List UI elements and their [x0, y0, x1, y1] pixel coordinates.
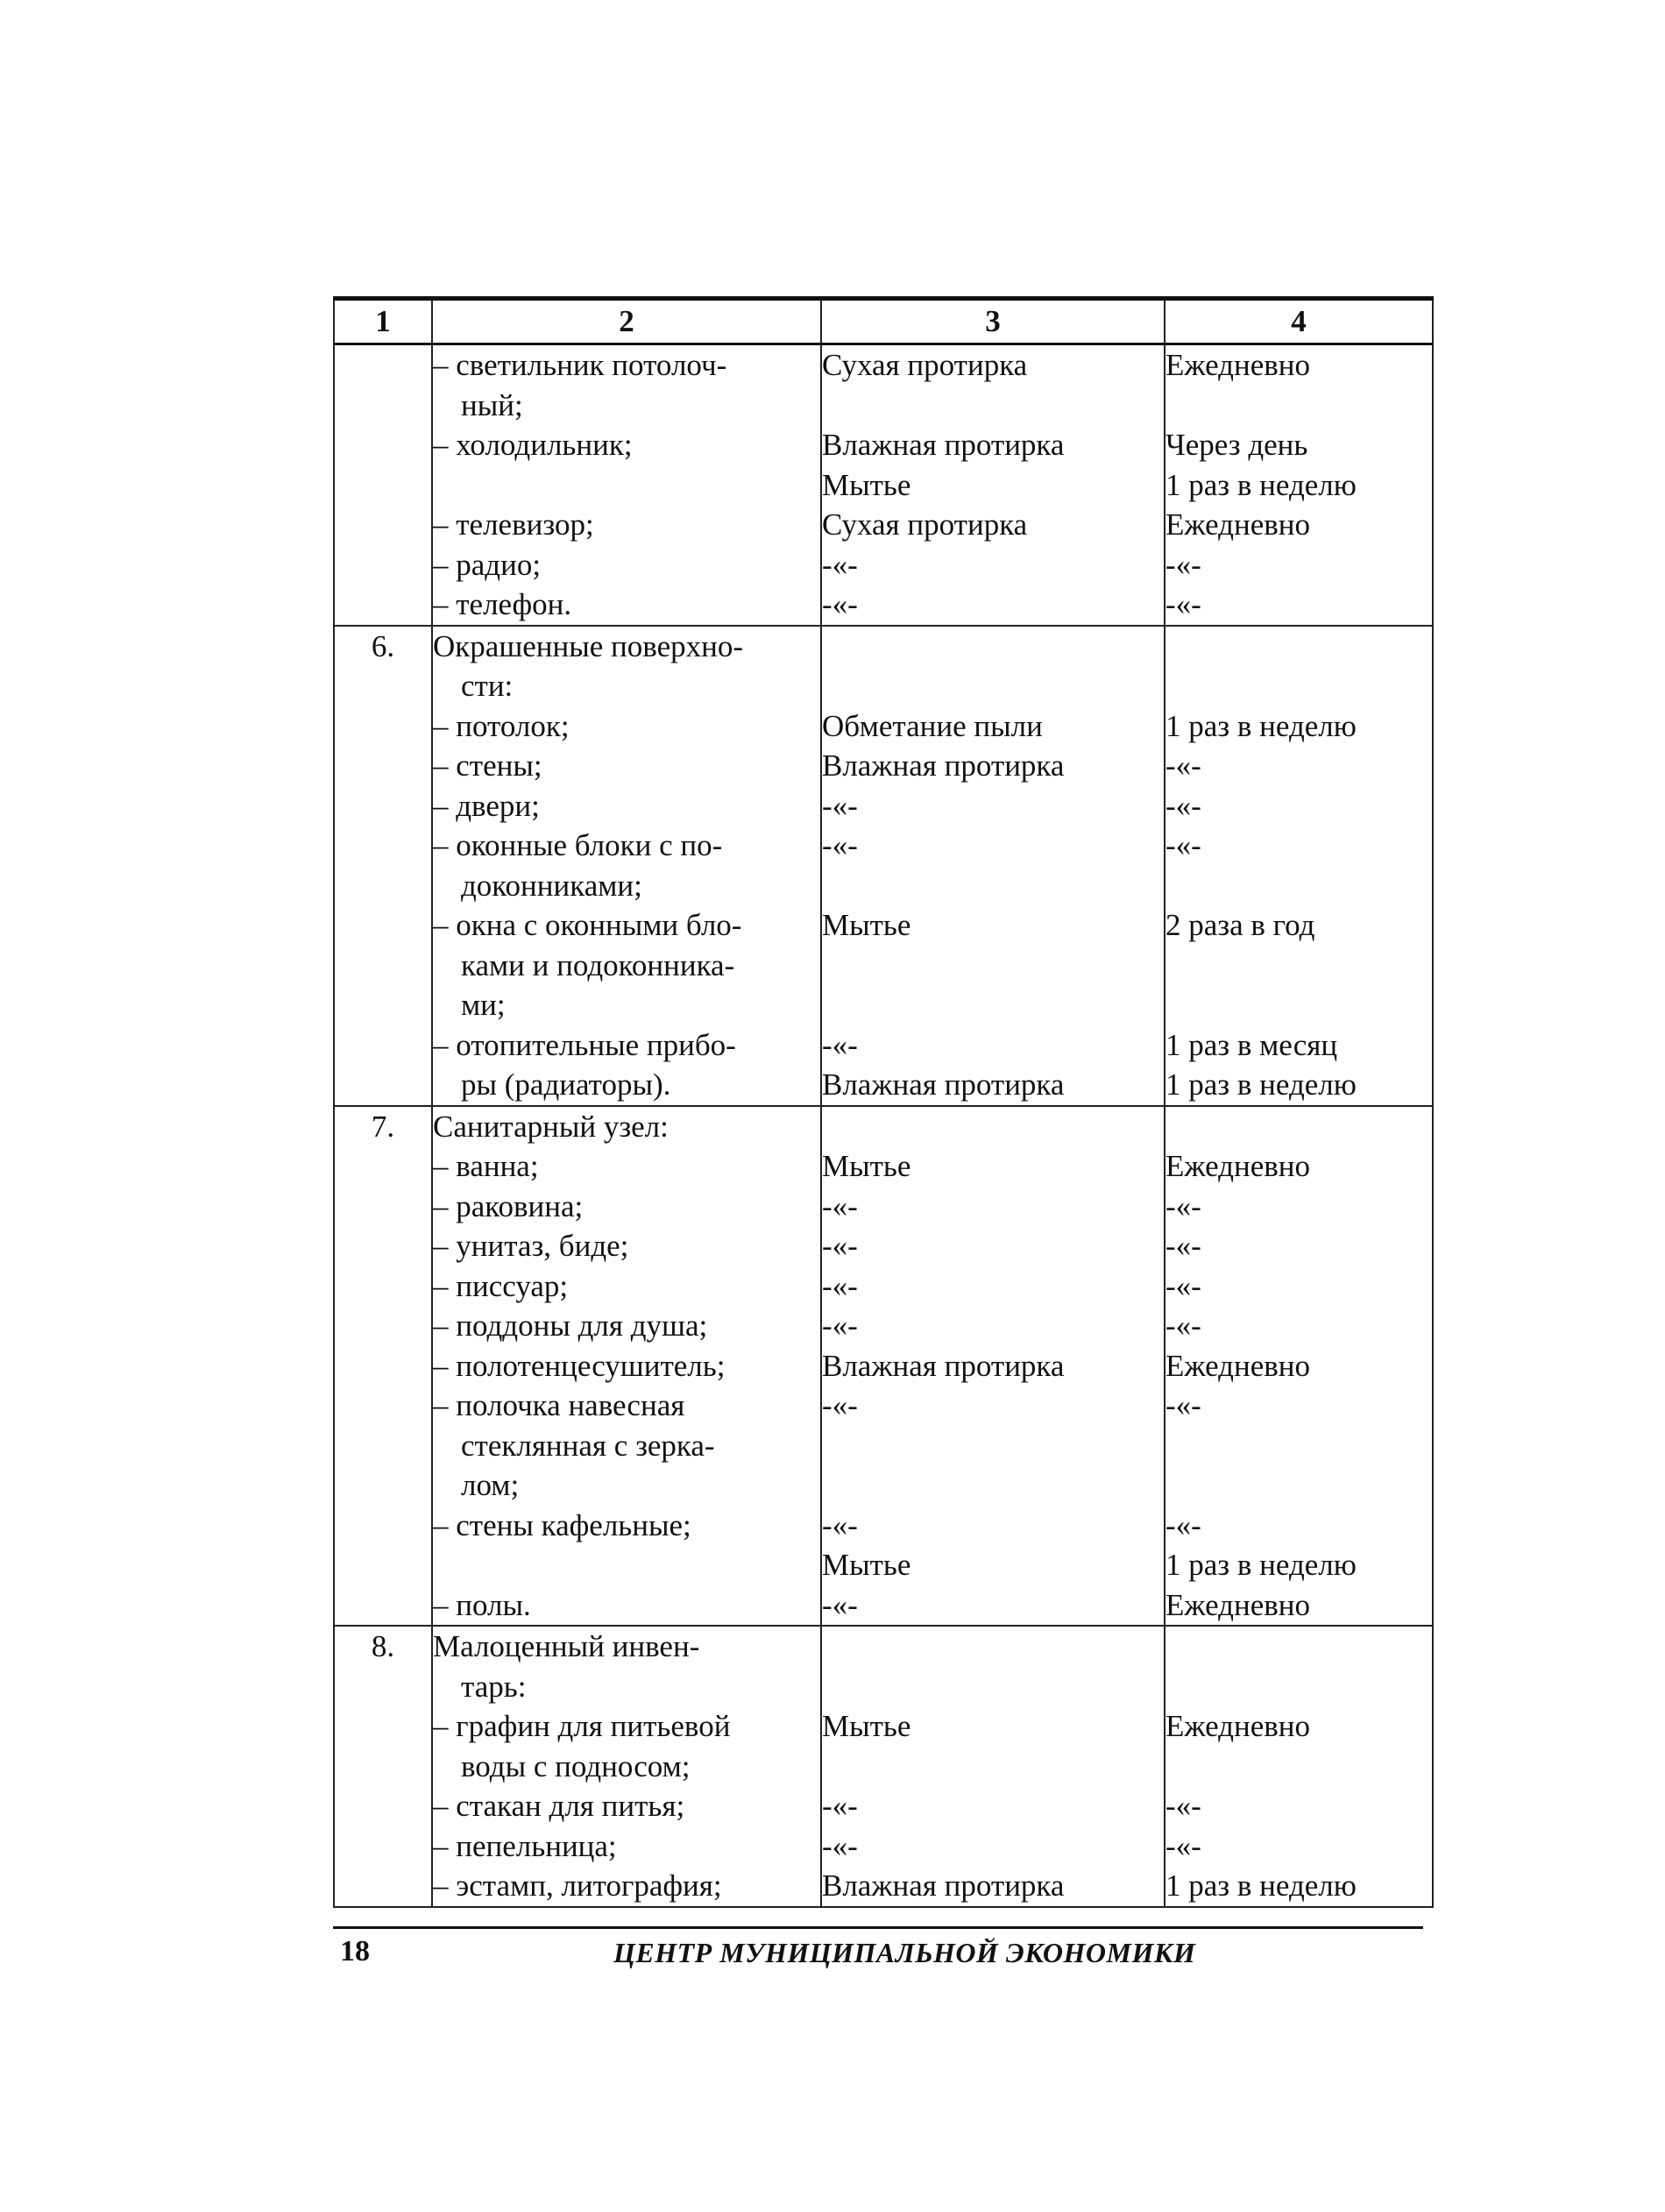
row-number: 8.: [334, 1626, 432, 1907]
cell-line: -«-: [822, 1308, 858, 1343]
cell-line: [822, 1107, 1164, 1147]
cell-line: – телевизор;: [433, 507, 594, 542]
cell-line: [822, 627, 1164, 667]
cell-line: ми;: [461, 988, 506, 1022]
cell-line: -«-: [822, 788, 858, 823]
cell-line: -«-: [1166, 1507, 1201, 1542]
cell-line: Сухая протирка: [822, 348, 1028, 382]
cleaning-schedule-table: [333, 296, 1434, 1908]
cell-line: Мытье: [822, 1149, 911, 1183]
cell-line: – полотенцесушитель;: [433, 1348, 726, 1383]
footer-rule: [333, 1926, 1423, 1929]
cell-line: [1166, 1747, 1432, 1787]
publisher-name: ЦЕНТР МУНИЦИПАЛЬНОЙ ЭКОНОМИКИ: [613, 1937, 1196, 1968]
cell-line: – отопительные прибо-: [433, 1027, 736, 1062]
cell-line: Влажная протирка: [822, 1868, 1065, 1903]
table-row: [334, 344, 1433, 626]
cell-line: [822, 866, 1164, 906]
cell-line: 1 раз в неделю: [1166, 1868, 1357, 1903]
cell-line: Сухая протирка: [822, 507, 1028, 542]
frequency-cell: [1165, 344, 1433, 626]
cell-line: [1166, 627, 1432, 667]
method-cell: [821, 344, 1165, 626]
cell-line: – стены;: [433, 748, 542, 783]
cell-line: 1 раз в неделю: [1166, 1548, 1357, 1582]
cell-line: -«-: [1166, 1789, 1201, 1823]
item-cell: [432, 1626, 821, 1907]
cell-line: лом;: [461, 1468, 520, 1502]
cell-line: Обметание пыли: [822, 708, 1043, 743]
cell-line: -«-: [822, 1828, 858, 1863]
cell-line: – полочка навесная: [433, 1388, 685, 1422]
cell-line: Мытье: [822, 1709, 911, 1743]
table-row: [334, 1626, 1433, 1907]
row-number: 7.: [334, 1106, 432, 1627]
cell-line: ры (радиаторы).: [461, 1067, 671, 1102]
cell-line: – унитаз, биде;: [433, 1229, 629, 1263]
cell-line: Через день: [1166, 428, 1308, 462]
cell-line: -«-: [1166, 1388, 1201, 1422]
header-col-3: 3: [821, 299, 1165, 344]
cell-line: Мытье: [822, 1548, 911, 1582]
cell-line: – эстамп, литография;: [433, 1868, 722, 1903]
cell-line: [433, 1545, 820, 1585]
cell-line: [822, 1747, 1164, 1787]
cell-line: – двери;: [433, 788, 540, 823]
cell-line: -«-: [1166, 748, 1201, 783]
cell-line: -«-: [1166, 1308, 1201, 1343]
cell-line: Малоценный инвен-: [433, 1629, 700, 1663]
cell-line: Ежедневно: [1166, 1709, 1311, 1743]
cell-line: -«-: [822, 1027, 858, 1062]
cell-line: – стакан для питья;: [433, 1789, 685, 1823]
cell-line: Окрашенные поверхно-: [433, 628, 744, 663]
cell-line: [1166, 666, 1432, 706]
frequency-cell: [1165, 626, 1433, 1106]
cell-line: -«-: [822, 1388, 858, 1422]
cell-line: -«-: [1166, 788, 1201, 823]
cell-line: Влажная протирка: [822, 1067, 1065, 1102]
cell-line: [822, 1627, 1164, 1667]
header-col-4: 4: [1165, 299, 1433, 344]
cell-line: Мытье: [822, 467, 911, 502]
cell-line: -«-: [822, 1789, 858, 1823]
cell-line: – раковина;: [433, 1188, 584, 1223]
cell-line: [1166, 1627, 1432, 1667]
cell-line: -«-: [822, 1507, 858, 1542]
cell-line: [822, 946, 1164, 986]
method-cell: [821, 626, 1165, 1106]
cell-line: [822, 386, 1164, 426]
table-row: [334, 1106, 1433, 1627]
cell-line: [822, 666, 1164, 706]
cell-line: Ежедневно: [1166, 1587, 1311, 1622]
cell-line: доконниками;: [461, 868, 642, 903]
cell-line: – писсуар;: [433, 1268, 569, 1303]
cell-line: 1 раз в месяц: [1166, 1027, 1338, 1062]
table-header: [334, 299, 1433, 344]
cell-line: [1166, 1465, 1432, 1506]
cell-line: Влажная протирка: [822, 1348, 1065, 1383]
cell-line: – пепельница;: [433, 1828, 617, 1863]
cell-line: Мытье: [822, 908, 911, 942]
cell-line: – холодильник;: [433, 428, 633, 462]
cell-line: [1166, 1107, 1432, 1147]
cell-line: сти:: [461, 669, 514, 703]
header-col-2: 2: [432, 299, 821, 344]
cell-line: – потолок;: [433, 708, 570, 743]
cell-line: -«-: [822, 1188, 858, 1223]
row-number: [334, 344, 432, 626]
cell-line: – радио;: [433, 547, 542, 582]
cell-line: -«-: [822, 547, 858, 582]
method-cell: [821, 1106, 1165, 1627]
cell-line: Влажная протирка: [822, 748, 1065, 783]
cell-line: -«-: [822, 1587, 858, 1622]
cell-line: -«-: [822, 587, 858, 621]
header-col-1: 1: [334, 299, 432, 344]
row-number: 6.: [334, 626, 432, 1106]
item-cell: [432, 626, 821, 1106]
cell-line: [1166, 946, 1432, 986]
cell-line: -«-: [822, 828, 858, 862]
cell-line: воды с подносом;: [461, 1748, 691, 1783]
cell-line: [433, 465, 820, 506]
cell-line: 1 раз в неделю: [1166, 708, 1357, 743]
cell-line: – светильник потолоч-: [433, 348, 727, 382]
cell-line: -«-: [1166, 828, 1201, 862]
cell-line: [1166, 386, 1432, 426]
cell-line: Ежедневно: [1166, 348, 1311, 382]
cell-line: Ежедневно: [1166, 1149, 1311, 1183]
cell-line: [822, 985, 1164, 1025]
cell-line: – оконные блоки с по-: [433, 828, 723, 862]
cell-line: [1166, 1667, 1432, 1707]
cell-line: тарь:: [461, 1669, 527, 1704]
cell-line: -«-: [1166, 1268, 1201, 1303]
cell-line: -«-: [822, 1229, 858, 1263]
cell-line: [1166, 985, 1432, 1025]
cell-line: -«-: [822, 1268, 858, 1303]
page-number: 18: [340, 1935, 370, 1967]
item-cell: [432, 1106, 821, 1627]
frequency-cell: [1165, 1106, 1433, 1627]
cell-line: [1166, 866, 1432, 906]
cell-line: 2 раза в год: [1166, 908, 1315, 942]
cell-line: ками и подоконника-: [461, 947, 735, 982]
cell-line: Влажная протирка: [822, 428, 1065, 462]
cell-line: – графин для питьевой: [433, 1709, 731, 1743]
item-cell: [432, 344, 821, 626]
cell-line: -«-: [1166, 1229, 1201, 1263]
cell-line: -«-: [1166, 1828, 1201, 1863]
cell-line: [1166, 1426, 1432, 1466]
cell-line: [822, 1465, 1164, 1506]
cell-line: 1 раз в неделю: [1166, 467, 1357, 502]
cell-line: [822, 1426, 1164, 1466]
cell-line: Ежедневно: [1166, 1348, 1311, 1383]
table-row: [334, 626, 1433, 1106]
cell-line: – телефон.: [433, 587, 572, 621]
cell-line: -«-: [1166, 1188, 1201, 1223]
cell-line: стеклянная с зерка-: [461, 1428, 715, 1463]
cell-line: – полы.: [433, 1587, 531, 1622]
table-body: [334, 344, 1433, 1907]
cell-line: -«-: [1166, 587, 1201, 621]
cell-line: 1 раз в неделю: [1166, 1067, 1357, 1102]
cell-line: Ежедневно: [1166, 507, 1311, 542]
method-cell: [821, 1626, 1165, 1907]
cell-line: – поддоны для душа;: [433, 1308, 708, 1343]
cell-line: – стены кафельные;: [433, 1507, 691, 1542]
cell-line: [822, 1667, 1164, 1707]
cell-line: – окна с оконными бло-: [433, 908, 742, 942]
cell-line: – ванна;: [433, 1149, 539, 1183]
cell-line: Санитарный узел:: [433, 1109, 669, 1144]
cell-line: -«-: [1166, 547, 1201, 582]
frequency-cell: [1165, 1626, 1433, 1907]
cell-line: ный;: [461, 387, 523, 422]
